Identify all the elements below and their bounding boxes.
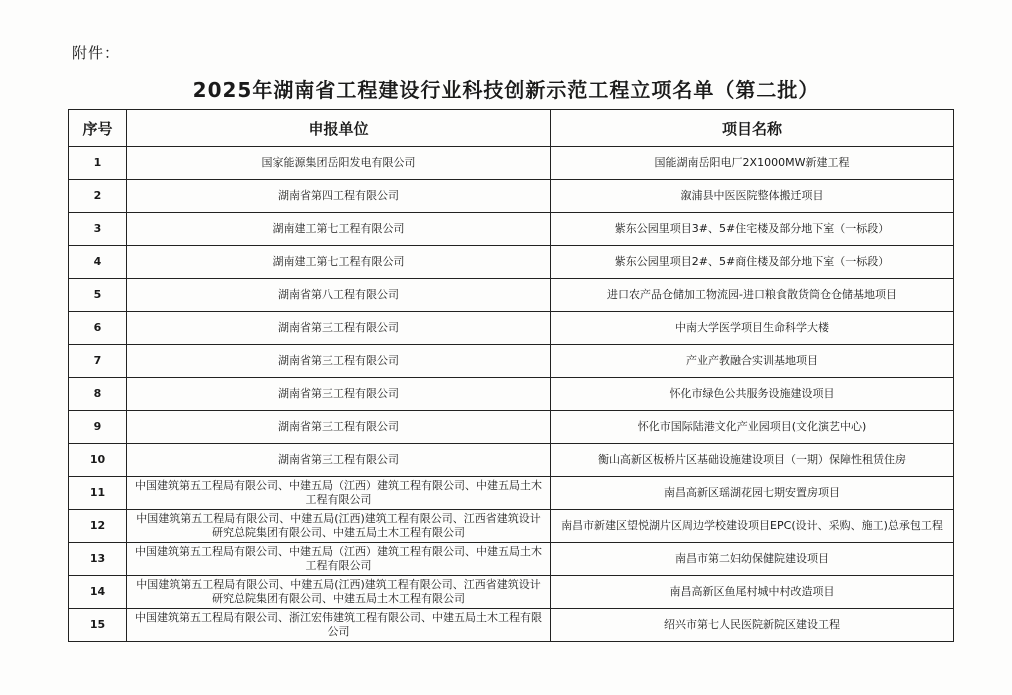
applicant-unit: 国家能源集团岳阳发电有限公司 (127, 147, 551, 180)
applicant-unit: 湖南省第三工程有限公司 (127, 345, 551, 378)
row-number: 12 (69, 510, 127, 543)
table-body (69, 147, 954, 642)
project-name: 衡山高新区板桥片区基础设施建设项目（一期）保障性租赁住房 (551, 444, 954, 477)
row-number: 3 (69, 213, 127, 246)
applicant-unit: 湖南省第三工程有限公司 (127, 312, 551, 345)
row-number: 1 (69, 147, 127, 180)
project-name: 怀化市绿色公共服务设施建设项目 (551, 378, 954, 411)
row-number: 9 (69, 411, 127, 444)
row-number: 7 (69, 345, 127, 378)
row-number: 8 (69, 378, 127, 411)
project-list-table (68, 109, 954, 642)
applicant-unit: 中国建筑第五工程局有限公司、浙江宏伟建筑工程有限公司、中建五局土木工程有限公司 (127, 609, 551, 642)
applicant-unit: 湖南建工第七工程有限公司 (127, 246, 551, 279)
row-number: 5 (69, 279, 127, 312)
table-row (69, 444, 954, 477)
row-number: 2 (69, 180, 127, 213)
table-row (69, 378, 954, 411)
project-name: 溆浦县中医医院整体搬迁项目 (551, 180, 954, 213)
attachment-label: 附件： (72, 44, 121, 62)
table-row (69, 345, 954, 378)
header-number: 序号 (69, 110, 127, 147)
table-header-row (69, 110, 954, 147)
applicant-unit: 湖南省第四工程有限公司 (127, 180, 551, 213)
project-name: 怀化市国际陆港文化产业园项目(文化演艺中心) (551, 411, 954, 444)
table-row (69, 246, 954, 279)
applicant-unit: 湖南省第八工程有限公司 (127, 279, 551, 312)
table-row (69, 477, 954, 510)
table-row (69, 576, 954, 609)
applicant-unit: 湖南省第三工程有限公司 (127, 411, 551, 444)
project-name: 南昌高新区鱼尾村城中村改造项目 (551, 576, 954, 609)
project-name: 南昌市第二妇幼保健院建设项目 (551, 543, 954, 576)
project-name: 紫东公园里项目2#、5#商住楼及部分地下室（一标段） (551, 246, 954, 279)
table-row (69, 609, 954, 642)
project-name: 南昌高新区瑶湖花园七期安置房项目 (551, 477, 954, 510)
table-row (69, 213, 954, 246)
table-row (69, 411, 954, 444)
project-name: 进口农产品仓储加工物流园-进口粮食散货筒仓仓储基地项目 (551, 279, 954, 312)
table-row (69, 147, 954, 180)
project-name: 产业产教融合实训基地项目 (551, 345, 954, 378)
document-title: 2025年湖南省工程建设行业科技创新示范工程立项名单（第二批） (192, 78, 820, 102)
row-number: 13 (69, 543, 127, 576)
row-number: 4 (69, 246, 127, 279)
applicant-unit: 中国建筑第五工程局有限公司、中建五局(江西)建筑工程有限公司、江西省建筑设计研究总院集团有限公司、中建五局土木工程有限公司 (127, 576, 551, 609)
row-number: 6 (69, 312, 127, 345)
table-row (69, 510, 954, 543)
table-row (69, 180, 954, 213)
project-name: 绍兴市第七人民医院新院区建设工程 (551, 609, 954, 642)
table-row (69, 279, 954, 312)
header-project: 项目名称 (551, 110, 954, 147)
table-row (69, 543, 954, 576)
applicant-unit: 中国建筑第五工程局有限公司、中建五局（江西）建筑工程有限公司、中建五局土木工程有限公司 (127, 543, 551, 576)
applicant-unit: 湖南建工第七工程有限公司 (127, 213, 551, 246)
row-number: 11 (69, 477, 127, 510)
project-name: 中南大学医学项目生命科学大楼 (551, 312, 954, 345)
project-name: 国能湖南岳阳电厂2X1000MW新建工程 (551, 147, 954, 180)
applicant-unit: 中国建筑第五工程局有限公司、中建五局（江西）建筑工程有限公司、中建五局土木工程有限公司 (127, 477, 551, 510)
row-number: 10 (69, 444, 127, 477)
table-row (69, 312, 954, 345)
row-number: 15 (69, 609, 127, 642)
header-unit: 申报单位 (127, 110, 551, 147)
applicant-unit: 湖南省第三工程有限公司 (127, 378, 551, 411)
project-name: 紫东公园里项目3#、5#住宅楼及部分地下室（一标段） (551, 213, 954, 246)
row-number: 14 (69, 576, 127, 609)
applicant-unit: 湖南省第三工程有限公司 (127, 444, 551, 477)
project-name: 南昌市新建区望悦湖片区周边学校建设项目EPC(设计、采购、施工)总承包工程 (551, 510, 954, 543)
applicant-unit: 中国建筑第五工程局有限公司、中建五局(江西)建筑工程有限公司、江西省建筑设计研究总院集团有限公司、中建五局土木工程有限公司 (127, 510, 551, 543)
